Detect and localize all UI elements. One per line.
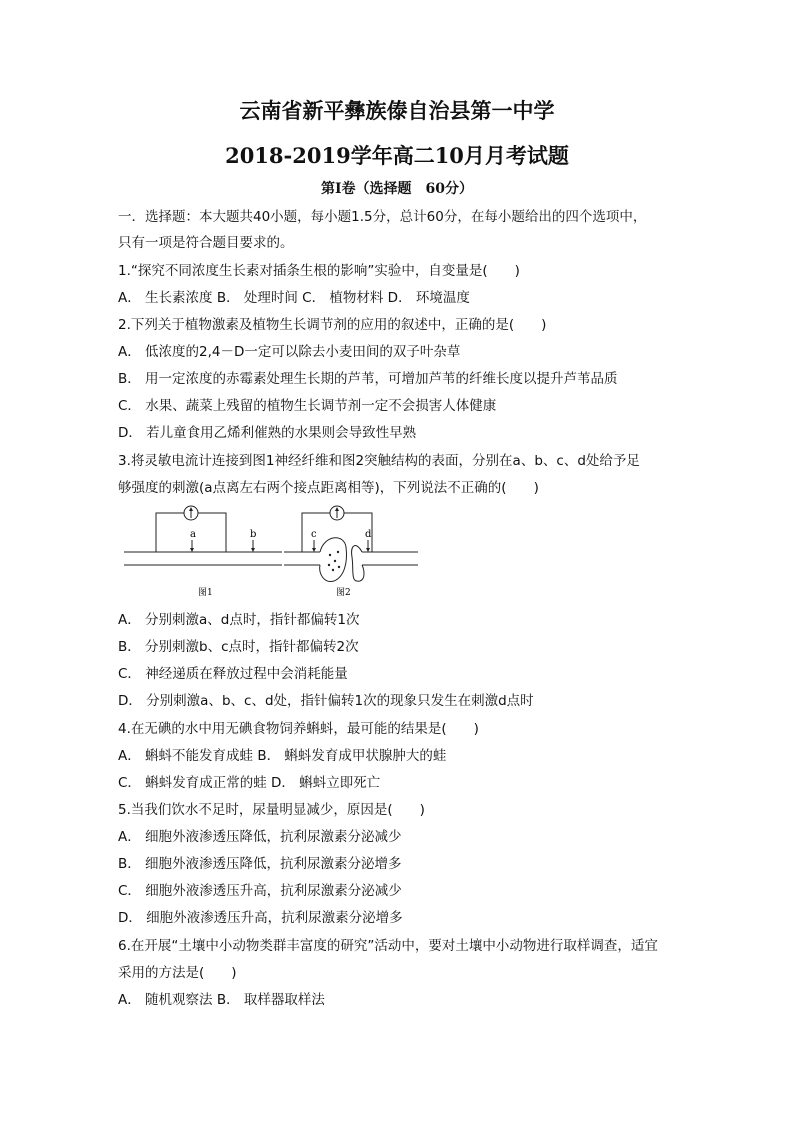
question-option: A． 分别刺激a、d点时，指针都偏转1次: [118, 612, 360, 628]
point-c-label: c: [311, 529, 317, 540]
section-heading: 第I卷（选择题 60分）: [320, 181, 474, 197]
question-stem: 采用的方法是( ): [118, 965, 237, 981]
question-stem: 2.下列关于植物激素及植物生长调节剂的应用的叙述中，正确的是( ): [118, 317, 547, 333]
point-d-label: d: [365, 529, 372, 540]
question-option: A． 低浓度的2,4－D一定可以除去小麦田间的双子叶杂草: [118, 344, 461, 360]
question-option: B． 用一定浓度的赤霉素处理生长期的芦苇，可增加芦苇的纤维长度以提升芦苇品质: [118, 371, 618, 387]
question-stem: 4.在无碘的水中用无碘食物饲养蝌蚪，最可能的结果是( ): [118, 721, 479, 737]
synaptic-vesicles: [328, 551, 340, 571]
intro-line: 只有一项是符合题目要求的。: [118, 235, 294, 251]
point-b-label: b: [250, 529, 257, 540]
figure-1: [124, 506, 282, 598]
galvanometer-icon: [184, 506, 198, 520]
question-option: C． 细胞外液渗透压升高，抗利尿激素分泌减少: [118, 883, 402, 899]
question-option: C． 水果、蔬菜上残留的植物生长调节剂一定不会损害人体健康: [118, 398, 497, 414]
question-option: A． 细胞外液渗透压降低，抗利尿激素分泌减少: [118, 829, 402, 845]
intro-line: 一．选择题：本大题共40小题，每小题1.5分，总计60分，在每小题给出的四个选项中，: [118, 209, 647, 225]
galvanometer-icon: [330, 506, 344, 520]
question-stem: 够强度的刺激(a点离左右两个接点距离相等)，下列说法不正确的( ): [118, 480, 539, 496]
question-stem: 6.在开展“土壤中小动物类群丰富度的研究”活动中，要对土壤中小动物进行取样调查，适宜: [118, 938, 658, 954]
neuron-diagram: [118, 505, 448, 605]
question-stem: 5.当我们饮水不足时，尿量明显减少，原因是( ): [118, 802, 425, 818]
question-option: A． 生长素浓度 B． 处理时间 C． 植物材料 D． 环境温度: [118, 290, 470, 306]
question-stem: 1.“探究不同浓度生长素对插条生根的影响”实验中，自变量是( ): [118, 263, 520, 279]
point-a-label: a: [190, 529, 196, 540]
question-option: C． 蝌蚪发育成正常的蛙 D． 蝌蚪立即死亡: [118, 775, 381, 791]
question-option: A． 随机观察法 B． 取样器取样法: [118, 992, 325, 1008]
question-option: B． 细胞外液渗透压降低，抗利尿激素分泌增多: [118, 856, 402, 872]
question-stem: 3.将灵敏电流计连接到图1神经纤维和图2突触结构的表面，分别在a、b、c、d处给予足: [118, 453, 640, 469]
question-option: D． 若儿童食用乙烯利催熟的水果则会导致性早熟: [118, 425, 417, 441]
question-option: A． 蝌蚪不能发育成蛙 B． 蝌蚪发育成甲状腺肿大的蛙: [118, 748, 447, 764]
exam-title-school: 云南省新平彝族傣自治县第一中学: [239, 98, 555, 123]
question-option: D． 分别刺激a、b、c、d处，指针偏转1次的现象只发生在刺激d点时: [118, 693, 534, 709]
question-option: C． 神经递质在释放过程中会消耗能量: [118, 666, 348, 682]
figure-1-caption: 图1: [198, 588, 213, 598]
question-option: D． 细胞外液渗透压升高，抗利尿激素分泌增多: [118, 910, 403, 926]
figure-2-caption: 图2: [336, 588, 351, 598]
question-option: B． 分别刺激b、c点时，指针都偏转2次: [118, 639, 359, 655]
figure-2: [284, 506, 418, 598]
exam-title-term: 2018-2019学年高二10月月考试题: [225, 143, 569, 168]
